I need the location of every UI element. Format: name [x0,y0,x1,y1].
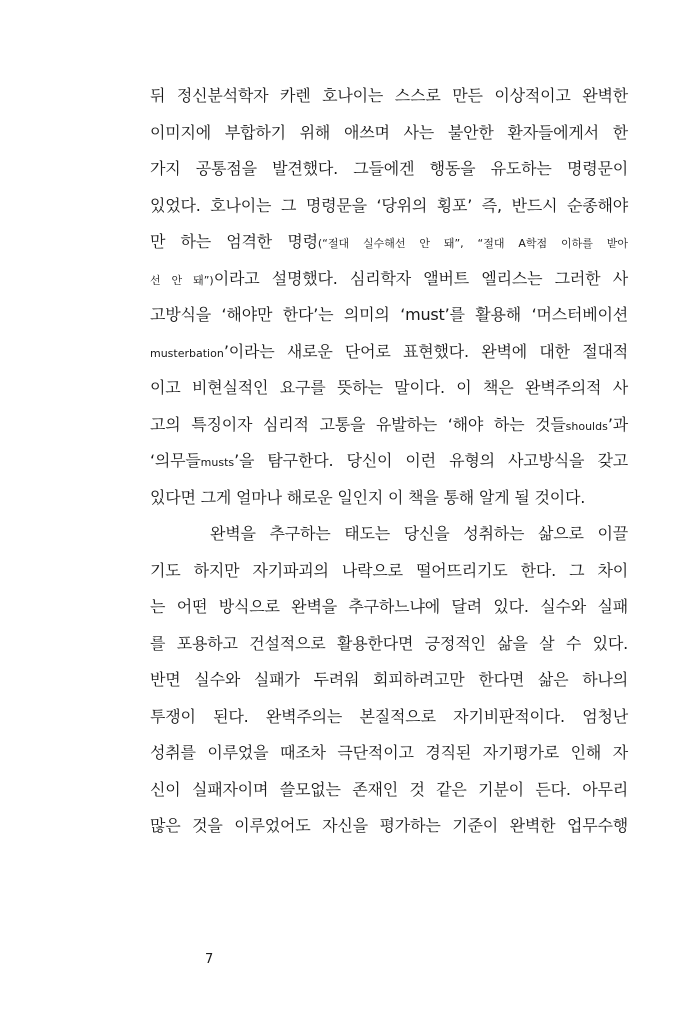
english-term: musts [200,456,235,469]
page-number: 7 [205,952,214,967]
text-line [150,224,628,261]
text-line [150,115,628,152]
text-run: 기도 하지만 자기파괴의 나락으로 떨어뜨리기도 한다. 그 차이 [150,560,628,580]
text-line [150,626,628,663]
text-run: 이미지에 부합하기 위해 애쓰며 사는 불안한 환자들에게서 한 [150,122,628,142]
text-line [150,151,628,188]
text-run: 반면 실수와 실패가 두려워 회피하려고만 한다면 삶은 하나의 [150,670,628,689]
text-run: 고방식을 ‘해야만 한다’는 의미의 ‘must’를 활용해 ‘머스터베이션 [150,305,628,324]
text-line [150,78,628,115]
text-run: 가지 공통점을 발견했다. 그들에겐 행동을 유도하는 명령문이 [150,159,628,178]
text-line [150,699,628,736]
text-run: 있었다. 호나이는 그 명령문을 ‘당위의 횡포’ 즉, 반드시 순종해야 [150,195,628,215]
text-line [150,772,628,809]
text-line [150,480,628,517]
text-run: 완벽을 추구하는 태도는 당신을 성취하는 삶으로 이끌 [210,524,628,543]
text-run: 성취를 이루었을 때조차 극단적이고 경직된 자기평가로 인해 자 [150,743,628,762]
text-run: 있다면 그게 얼마나 해로운 일인지 이 책을 통해 알게 될 것이다. [150,487,586,507]
text-line [150,370,628,407]
text-run: ’이라는 새로운 단어로 표현했다. 완벽에 대한 절대적 [223,341,628,361]
text-run: ’과 [607,414,628,434]
text-line [150,589,628,626]
text-run: 만 하는 엄격한 명령 [150,232,318,251]
text-run: 는 어떤 방식으로 완벽을 추구하느냐에 달려 있다. 실수와 실패 [150,597,628,616]
text-line [150,808,628,845]
text-run: 신이 실패자이며 쓸모없는 존재인 것 같은 기분이 든다. 아무리 [150,779,628,799]
english-term: shoulds [565,419,608,433]
text-line [150,188,628,225]
text-line [150,553,628,590]
text-run: 이고 비현실적인 요구를 뜻하는 말이다. 이 책은 완벽주의적 사 [150,378,628,397]
text-line [150,334,628,371]
text-line [150,443,628,480]
text-run: ‘의무들 [150,451,201,470]
text-run: 뒤 정신분석학자 카렌 호나이는 스스로 만든 이상적이고 완벽한 [150,86,628,105]
text-run: 고의 특징이자 심리적 고통을 유발하는 ‘해야 하는 것들 [150,414,566,434]
text-line [150,735,628,772]
text-line [150,662,628,699]
body-text [150,78,628,845]
example-quote: (“절대 실수해선 안 돼”, “절대 A학점 이하를 받아 [317,237,628,250]
text-run: 투쟁이 된다. 완벽주의는 본질적으로 자기비판적이다. 엄청난 [150,706,628,726]
text-line-paragraph-start [150,516,628,553]
english-term: musterbation [150,346,224,360]
text-line [150,297,628,334]
text-run: 이라고 설명했다. 심리학자 앨버트 엘리스는 그러한 사 [213,268,628,288]
example-quote: 선 안 돼”) [150,273,214,287]
text-run: 를 포용하고 건설적으로 활용한다면 긍정적인 삶을 살 수 있다. [150,633,628,653]
text-run: 많은 것을 이루었어도 자신을 평가하는 기준이 완벽한 업무수행 [150,816,628,835]
text-line [150,407,628,444]
text-line [150,261,628,298]
text-run: ’을 탐구한다. 당신이 이런 유형의 사고방식을 갖고 [234,451,628,470]
